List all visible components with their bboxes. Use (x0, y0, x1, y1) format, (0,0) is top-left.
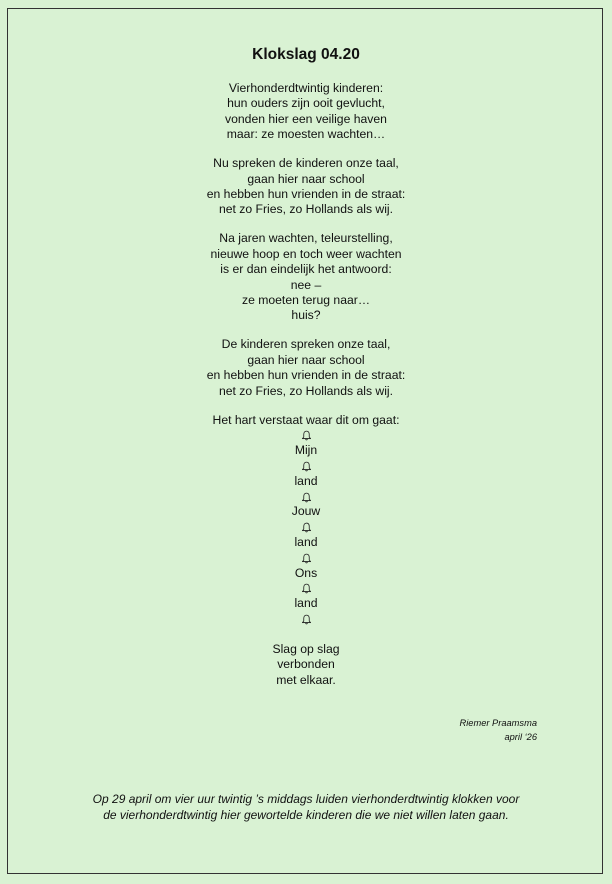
bell-word: land (294, 596, 318, 611)
poem-line: huis? (291, 308, 321, 323)
bell-word: Ons (294, 565, 318, 580)
bell-word: Mijn (294, 443, 318, 458)
author-name: Riemer Praamsma (459, 718, 537, 728)
bell-word: land (294, 473, 318, 488)
poem-line: gaan hier naar school (247, 352, 365, 367)
poem-line: en hebben hun vrienden in de straat: (206, 187, 406, 202)
poem-line: net zo Fries, zo Hollands als wij. (218, 202, 394, 217)
stanza-4 (0, 337, 612, 399)
closing-stanza (0, 642, 612, 688)
poem-title: Klokslag 04.20 (252, 46, 360, 63)
signature (460, 716, 538, 744)
poem-line: net zo Fries, zo Hollands als wij. (218, 383, 394, 398)
footnote (0, 791, 612, 823)
bell-icon (0, 428, 612, 443)
poem-line: nee – (290, 277, 322, 292)
poem-line: Na jaren wachten, teleurstelling, (219, 231, 393, 246)
poem-line: nieuwe hoop en toch weer wachten (210, 246, 402, 261)
poem-line: gaan hier naar school (247, 171, 365, 186)
bell-word: land (294, 535, 318, 550)
poem-line: ze moeten terug naar… (241, 293, 371, 308)
bell-icon (0, 581, 612, 596)
bell-word: Jouw (291, 504, 321, 519)
poem-line: hun ouders zijn ooit gevlucht, (227, 96, 385, 111)
poem-line: De kinderen spreken onze taal, (221, 337, 391, 352)
bell-intro-line: Het hart verstaat waar dit om gaat: (212, 412, 400, 427)
bell-icon (0, 520, 612, 535)
footnote-line: Op 29 april om vier uur twintig ’s middags luiden vierhonderdtwintig klokken voor (92, 792, 520, 806)
poem-line: is er dan eindelijk het antwoord: (220, 262, 392, 277)
stanza-2 (0, 156, 612, 218)
poem-line: maar: ze moesten wachten… (226, 127, 386, 142)
poem-line: Vierhonderdtwintig kinderen: (228, 81, 384, 95)
bell-stanza (0, 413, 612, 627)
bell-icon (0, 459, 612, 474)
poem-line: Slag op slag (272, 641, 340, 656)
stanza-3 (0, 231, 612, 323)
poem-body (0, 81, 612, 702)
poem-line: met elkaar. (276, 672, 336, 687)
bell-icon (0, 550, 612, 565)
signature-date: april ‘26 (504, 732, 537, 742)
footnote-line: de vierhonderdtwintig hier gewortelde kinderen die we niet willen laten gaan. (103, 808, 509, 822)
poem-line: vonden hier een veilige haven (225, 111, 387, 126)
bell-icon (0, 612, 612, 627)
stanza-1 (0, 81, 612, 143)
poem-line: verbonden (277, 657, 335, 672)
poem-line: Nu spreken de kinderen onze taal, (213, 156, 399, 171)
poem-line: en hebben hun vrienden in de straat: (206, 368, 406, 383)
bell-icon (0, 489, 612, 504)
